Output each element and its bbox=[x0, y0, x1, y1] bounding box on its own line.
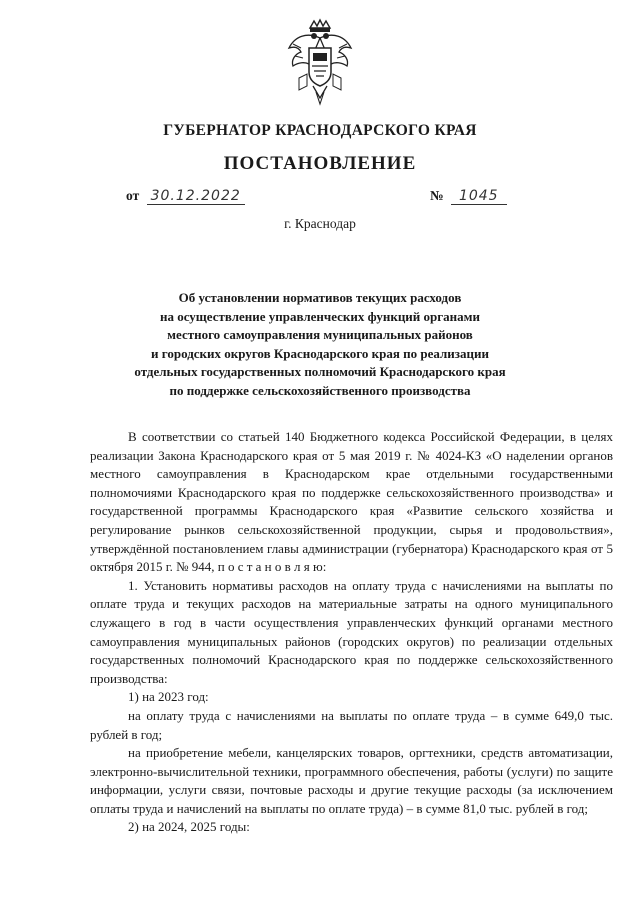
coat-of-arms-emblem bbox=[285, 18, 355, 110]
title-line: Об установлении нормативов текущих расходов bbox=[178, 290, 462, 305]
subclause-2023-heading: 1) на 2023 год: bbox=[128, 689, 209, 705]
document-number-line bbox=[430, 188, 507, 205]
number-prefix: № bbox=[430, 188, 444, 203]
title-line: местного самоуправления муниципальных районов bbox=[167, 327, 473, 343]
document-date-line bbox=[126, 188, 245, 205]
preamble-paragraph: В соответствии со статьей 140 Бюджетного кодекса Российской Федерации, в целях реализации Закона Краснодарского края от 5 мая 2019 г. № 4024-КЗ «О наделении органов местного самоуправления в Краснодарском крае отдельными государственными полномочиями Краснодарского края по поддержке сельскохозяйственного производства» и государственной программы Краснодарского края «Развитие сельского хозяйства и регулирование рынков сельскохозяйственной продукции, сырья и продовольствия», утверждённой постановлением главы администрации (губернатора) Краснодарского края от 5 октября 2015 г. № 944, п о с т а н о в л я ю: bbox=[90, 429, 613, 575]
subclause-2024-2025-heading: 2) на 2024, 2025 годы: bbox=[128, 819, 250, 835]
resolution-body bbox=[90, 428, 613, 837]
document-date: 30.12.2022 bbox=[147, 188, 245, 205]
issuing-authority: ГУБЕРНАТОР КРАСНОДАРСКОГО КРАЯ bbox=[163, 122, 477, 139]
document-city: г. Краснодар bbox=[284, 216, 356, 231]
title-line: отдельных государственных полномочий Краснодарского края bbox=[134, 364, 506, 380]
clause-1-paragraph: 1. Установить нормативы расходов на оплату труда с начислениями на выплаты по оплате труда и текущих расходов на материальные затраты на одного муниципального служащего в год в части осуществления управленческих функций органами местного самоуправления муниципальных районов (городских округов) по реализации отдельных государственных полномочий Краснодарского края по поддержке сельскохозяйственного производства: bbox=[90, 577, 613, 686]
title-line: на осуществление управленческих функций органами bbox=[159, 308, 481, 324]
document-number: 1045 bbox=[451, 188, 507, 205]
title-line: и городских округов Краснодарского края по реализации bbox=[151, 345, 489, 361]
resolution-title bbox=[90, 289, 550, 401]
title-line: по поддержке сельскохозяйственного производства bbox=[169, 382, 471, 398]
document-type-title: ПОСТАНОВЛЕНИЕ bbox=[223, 153, 417, 174]
payroll-norm-paragraph: на оплату труда с начислениями на выплаты по оплате труда – в сумме 649,0 тыс. рублей в год; bbox=[90, 707, 613, 742]
material-costs-norm-paragraph: на приобретение мебели, канцелярских товаров, оргтехники, средств автоматизации, электронно-вычислительной техники, программного обеспечения, работы (услуги) по защите информации, услуги связи, почтовые расходы и другие текущие расходы (за исключением оплаты труда и начислений на выплаты по оплате труда) – в сумме 81,0 тыс. рублей в год; bbox=[90, 745, 613, 816]
date-prefix: от bbox=[126, 188, 140, 203]
